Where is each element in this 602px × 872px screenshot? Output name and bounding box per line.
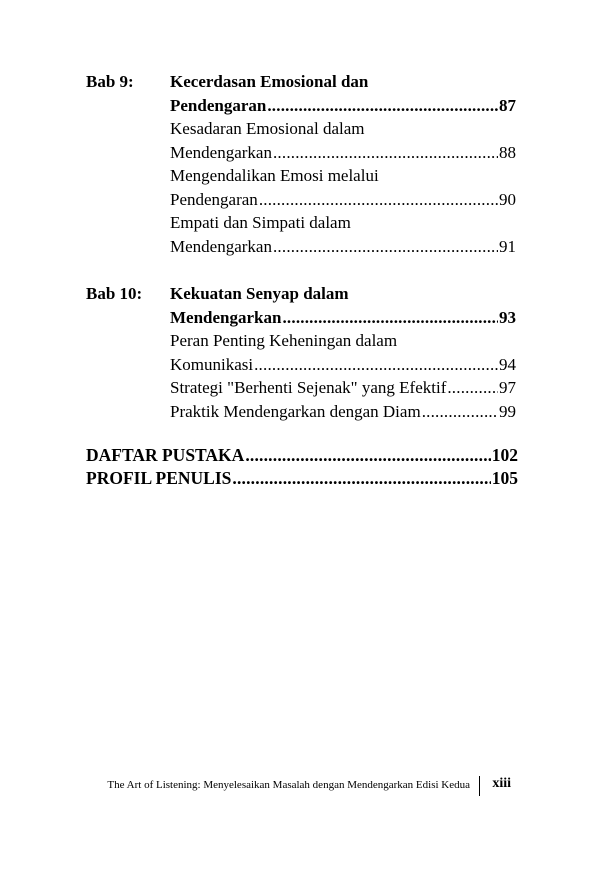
- footer-divider: [479, 776, 480, 796]
- section-title: Mengendalikan Emosi melalui: [170, 166, 379, 185]
- page-number: 99: [499, 401, 516, 421]
- chapter-title: Kecerdasan Emosional dan: [170, 72, 369, 91]
- toc-entry-profil-penulis[interactable]: [86, 467, 518, 490]
- section-title: Praktik Mendengarkan dengan Diam: [170, 401, 421, 421]
- toc-entry[interactable]: [170, 235, 516, 259]
- chapter-title: Kekuatan Senyap dalam: [170, 284, 349, 303]
- section-title: Empati dan Simpati dalam: [170, 213, 351, 232]
- back-matter-title: DAFTAR PUSTAKA: [86, 445, 245, 465]
- toc-entry[interactable]: [170, 306, 516, 330]
- section-title-cont: Pendengaran: [170, 189, 258, 209]
- chapter-title-cont: Mendengarkan: [170, 307, 282, 327]
- dot-leader: [232, 467, 490, 490]
- dot-leader: [254, 353, 498, 377]
- chapter-entries: [170, 70, 516, 258]
- back-matter-title: PROFIL PENULIS: [86, 468, 232, 488]
- section-title-cont: Komunikasi: [170, 354, 254, 374]
- toc-entry[interactable]: [170, 400, 516, 424]
- toc-entry[interactable]: [170, 376, 516, 400]
- section-title-cont: Mendengarkan: [170, 236, 272, 256]
- footer-book-title: The Art of Listening: Menyelesaikan Masalah dengan Mendengarkan Edisi Kedua: [107, 779, 470, 791]
- dot-leader: [273, 141, 498, 165]
- footer-page-number: xiii: [492, 776, 511, 791]
- section-title: Peran Penting Keheningan dalam: [170, 331, 398, 350]
- toc-entry[interactable]: [170, 141, 516, 165]
- chapter-entries: [170, 282, 516, 423]
- page-number: 93: [499, 307, 516, 327]
- page-footer: [88, 776, 514, 796]
- section-title-cont: Mendengarkan: [170, 142, 272, 162]
- dot-leader: [282, 306, 498, 330]
- page-number: 91: [499, 236, 516, 256]
- chapter-title-cont: Pendengaran: [170, 95, 267, 115]
- toc-entry[interactable]: [170, 94, 516, 118]
- toc-entry[interactable]: [170, 353, 516, 377]
- page-number: 87: [499, 95, 516, 115]
- toc-entry[interactable]: [170, 188, 516, 212]
- chapter-label: Bab 9:: [86, 72, 134, 91]
- toc-entry-daftar-pustaka[interactable]: [86, 444, 518, 467]
- back-matter: [86, 444, 518, 490]
- dot-leader: [245, 444, 490, 467]
- page-number: 94: [499, 354, 516, 374]
- chapter-label: Bab 10:: [86, 284, 143, 303]
- dot-leader: [422, 400, 498, 424]
- page-number: 88: [499, 142, 516, 162]
- dot-leader: [447, 376, 498, 400]
- dot-leader: [259, 188, 498, 212]
- page-number: 90: [499, 189, 516, 209]
- dot-leader: [273, 235, 498, 259]
- page-number: 102: [491, 445, 518, 465]
- page-number: 97: [499, 378, 516, 397]
- page-number: 105: [491, 468, 518, 488]
- section-title: Kesadaran Emosional dalam: [170, 119, 365, 138]
- section-title: Strategi "Berhenti Sejenak" yang Efektif: [170, 378, 447, 397]
- dot-leader: [267, 94, 498, 118]
